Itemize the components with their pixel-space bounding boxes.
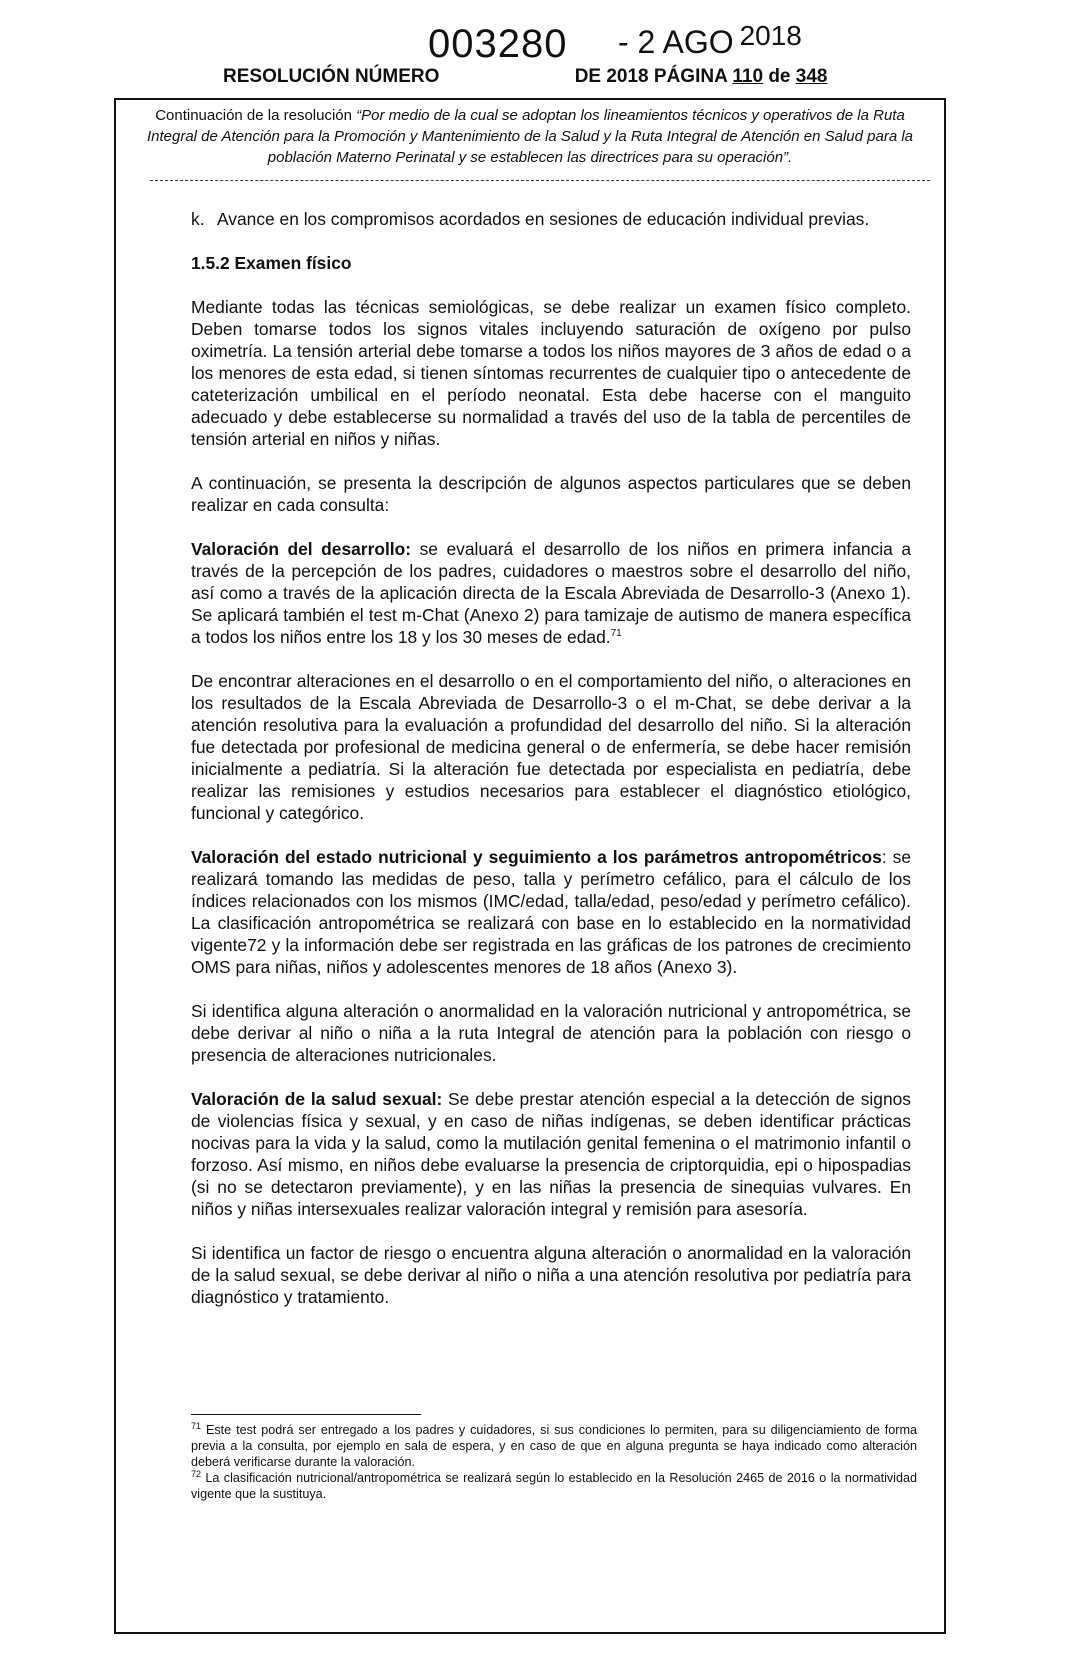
section-heading <box>191 252 911 274</box>
paragraph-desarrollo <box>191 538 911 648</box>
continuation-note <box>130 105 930 168</box>
footnotes <box>191 1422 917 1502</box>
footnote-divider <box>191 1414 421 1415</box>
page-of: de <box>768 66 791 87</box>
footnote-72-number: 72 <box>191 1468 202 1479</box>
footnote-71-number: 71 <box>191 1420 202 1431</box>
desarrollo-label: Valoración del desarrollo: <box>191 539 412 559</box>
page-number: 110 <box>732 66 764 87</box>
salud-sexual-label: Valoración de la salud sexual: <box>191 1089 443 1109</box>
stamp-date-year: 2018 <box>739 20 802 51</box>
list-item-k <box>191 208 911 230</box>
paragraph-intro: A continuación, se presenta la descripción de algunos aspectos particulares que se deben realizar en cada consulta: <box>191 473 911 515</box>
paragraph-salud-sexual <box>191 1088 911 1220</box>
stamp-date <box>618 20 802 61</box>
footnote-71 <box>191 1422 917 1470</box>
paragraph-salud-sexual-riesgo: Si identifica un factor de riesgo o encuentra alguna alteración o anormalidad en la valoración de la salud sexual, se debe derivar al niño o niña a una atención resolutiva por pediatría para diagnóstico y tratamiento. <box>191 1243 911 1307</box>
stamp-date-day: - 2 AGO <box>618 24 734 60</box>
list-item-text: Avance en los compromisos acordados en sesiones de educación individual previas. <box>217 209 870 229</box>
footnote-72 <box>191 1470 917 1502</box>
section-title: Examen físico <box>234 253 352 273</box>
dashed-divider <box>150 180 930 181</box>
footnote-72-text: La clasificación nutricional/antropométrica se realizará según lo establecido en la Resolución 2465 de 2016 o la normatividad vigente que la sustituya. <box>191 1471 917 1501</box>
resolution-label: RESOLUCIÓN NÚMERO <box>223 66 440 87</box>
salud-sexual-text: Se debe prestar atención especial a la detección de signos de violencias física y sexual, y en caso de niñas indígenas, se deben identificar prácticas nocivas para la vida y la salud, como la mutilación genital femenina o el matrimonio infantil o forzoso. Así mismo, en niños debe evaluarse la presencia de criptorquidia, epi o hipospadias (si no se detectaron previamente), y en las niñas la presencia de sinequias vulvares. En niños y niñas intersexuales realizar valoración integral y remisión para asesoría. <box>191 1089 911 1219</box>
page-header <box>0 0 1080 100</box>
main-content <box>191 208 911 1308</box>
footnote-71-text: Este test podrá ser entregado a los padres y cuidadores, si sus condiciones lo permiten, para su diligenciamiento de forma previa a la consulta, por ejemplo en sala de espera, y en caso de que en alguna pregunta se haya indicado como alteración deberá verificarse durante la valoración. <box>191 1423 917 1469</box>
list-item-label: k. <box>191 209 205 229</box>
stamp-resolution-number: 003280 <box>428 22 568 66</box>
page-total: 348 <box>795 66 828 87</box>
paragraph-alteraciones: De encontrar alteraciones en el desarrollo o en el comportamiento del niño, o alteraciones en los resultados de la Escala Abreviada de Desarrollo-3 o el m-Chat, se debe derivar a la atención resolutiva para la evaluación a profundidad del desarrollo del niño. Si la alteración fue detectada por profesional de medicina general o de enfermería, se debe hacer remisión inicialmente a pediatría. Si la alteración fue detectada por especialista en pediatría, debe realizar las remisiones y estudios necesarios para establecer el diagnóstico etiológico, funcional y categórico. <box>191 671 911 823</box>
section-number: 1.5.2 <box>191 253 230 273</box>
resolution-line <box>223 66 828 88</box>
footnote-ref-71: 71 <box>610 628 622 640</box>
resolution-year: DE 2018 PÁGINA <box>574 66 728 87</box>
paragraph-examen: Mediante todas las técnicas semiológicas, se debe realizar un examen físico completo. Deben tomarse todos los signos vitales incluyendo saturación de oxígeno por pulso oximetría. La tensión arterial debe tomarse a todos los niños mayores de 3 años de edad o a los menores de esta edad, si tienen síntomas recurrentes de cualquier tipo o antecedente de cateterización umbilical en el período neonatal. Esta debe hacerse con el manguito adecuado y debe establecerse su normalidad a través del uso de la tabla de percentiles de tensión arterial en niños y niñas. <box>191 297 911 449</box>
desarrollo-text: se evaluará el desarrollo de los niños en primera infancia a través de la percepción de los padres, cuidadores o maestros sobre el desarrollo del niño, así como a través de la aplicación directa de la Escala Abreviada de Desarrollo-3 (Anexo 1). Se aplicará también el test m-Chat (Anexo 2) para tamizaje de autismo de manera específica a todos los niños entre los 18 y los 30 meses de edad. <box>191 539 912 647</box>
paragraph-nutricional <box>191 846 911 978</box>
nutricional-label: Valoración del estado nutricional y seguimiento a los parámetros antropométricos <box>191 847 882 867</box>
nutricional-text: : se realizará tomando las medidas de peso, talla y perímetro cefálico, para el cálculo de los índices relacionados con los mismos (IMC/edad, talla/edad, peso/edad y perímetro cefálico). La clasificación antropométrica se realizará con base en lo establecido en la normatividad vigente72 y la información debe ser registrada en las gráficas de los patrones de crecimiento OMS para niñas, niños y adolescentes menores de 18 años (Anexo 3). <box>191 847 912 977</box>
continuation-title: “Por medio de la cual se adoptan los lineamientos técnicos y operativos de la Ruta Integral de Atención para la Promoción y Mantenimiento de la Salud y la Ruta Integral de Atención en Salud para la población Materno Perinatal y se establecen las directrices para su operación”. <box>146 107 914 166</box>
paragraph-nutricional-alteracion: Si identifica alguna alteración o anormalidad en la valoración nutricional y antropométrica, se debe derivar al niño o niña a la ruta Integral de atención para la población con riesgo o presencia de alteraciones nutricionales. <box>191 1001 911 1065</box>
continuation-prefix: Continuación de la resolución <box>155 107 352 124</box>
